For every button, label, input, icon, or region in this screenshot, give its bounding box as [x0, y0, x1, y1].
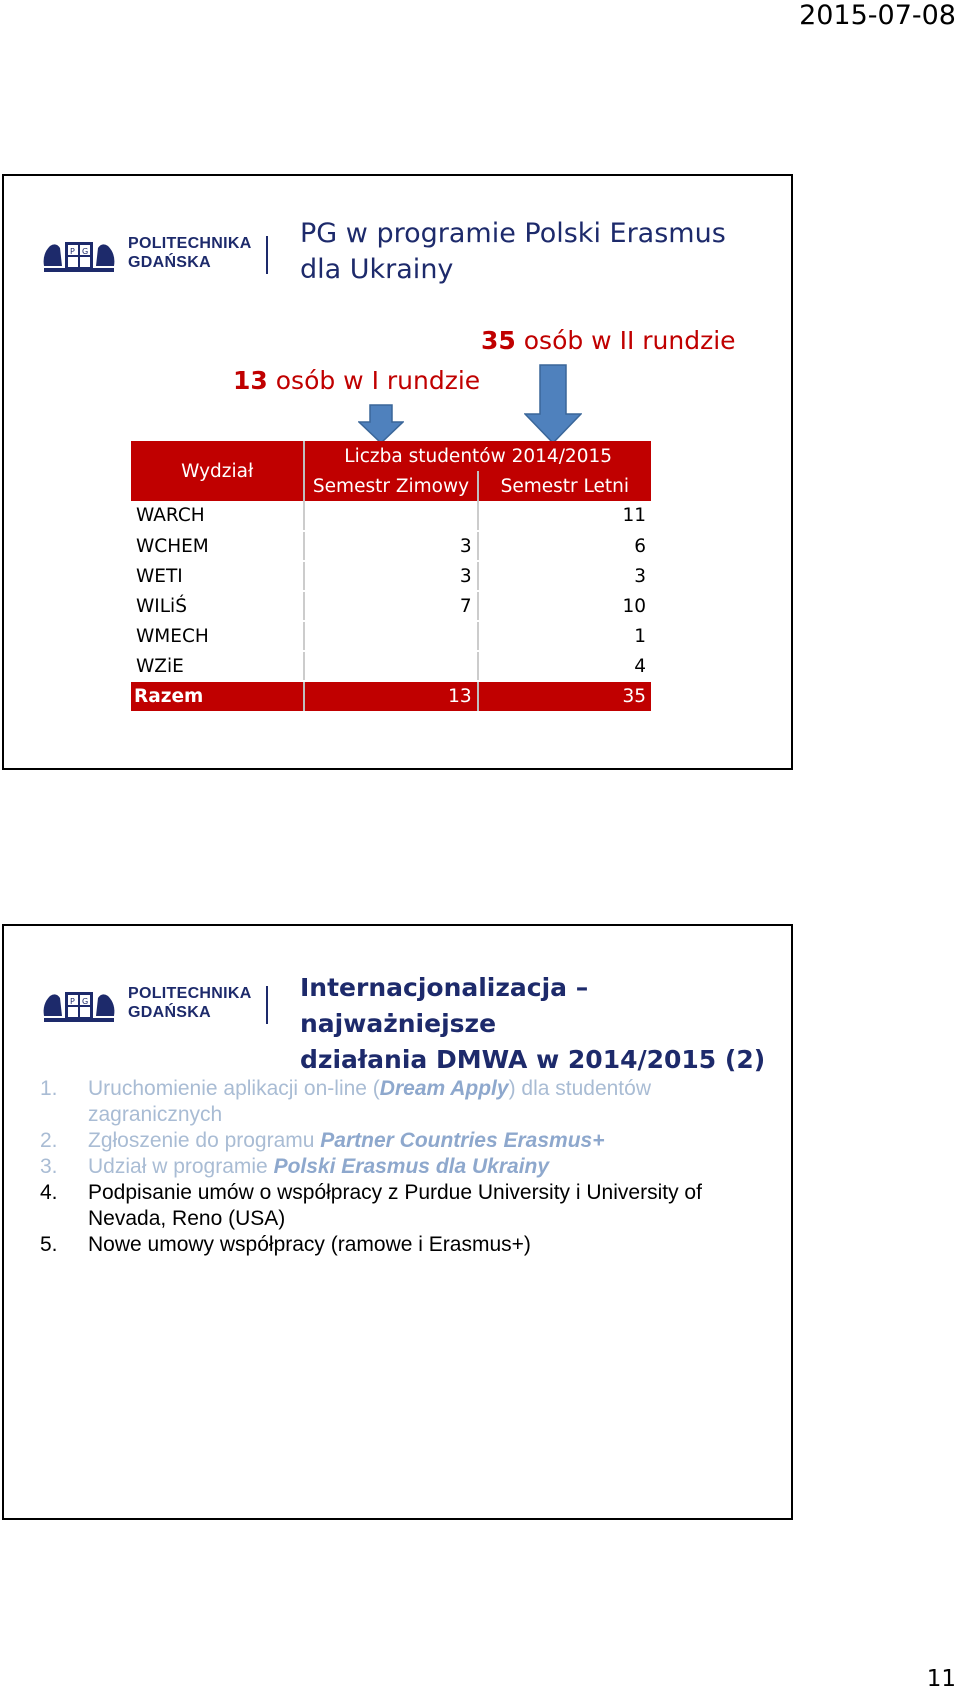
list-item-number: 4.	[40, 1181, 58, 1204]
table-row	[131, 651, 651, 681]
cell-summer: 3	[478, 561, 651, 591]
total-winter: 13	[304, 681, 477, 711]
list-item-text: Uruchomienie aplikacji on-line (	[88, 1077, 380, 1100]
table-total-row	[131, 681, 651, 711]
cell-faculty: WETI	[131, 561, 304, 591]
list-item-emphasis: Dream Apply	[379, 1077, 509, 1100]
cell-faculty: WCHEM	[131, 531, 304, 561]
pg-emblem-icon	[40, 236, 118, 276]
col-header-group: Liczba studentów 2014/2015	[304, 441, 651, 471]
cell-summer: 11	[478, 501, 651, 531]
cell-faculty: WZiE	[131, 651, 304, 681]
round-2-count: 35	[481, 326, 516, 355]
list-item	[40, 1076, 760, 1128]
logo-line-2: GDAŃSKA	[128, 1004, 211, 1021]
cell-faculty: WMECH	[131, 621, 304, 651]
pg-emblem-icon	[40, 986, 118, 1026]
arrow-down-icon	[524, 364, 582, 444]
cell-winter	[304, 651, 477, 681]
list-item-text: ) dla studentów zagranicznych	[88, 1077, 651, 1126]
arrow-down-icon	[358, 404, 404, 444]
cell-faculty: WILiŚ	[131, 591, 304, 621]
list-item-number: 5.	[40, 1233, 58, 1256]
col-header-faculty: Wydział	[131, 441, 304, 501]
cell-summer: 6	[478, 531, 651, 561]
cell-winter: 7	[304, 591, 477, 621]
cell-summer: 10	[478, 591, 651, 621]
total-label: Razem	[131, 681, 304, 711]
table-row	[131, 591, 651, 621]
logo-line-2: GDAŃSKA	[128, 254, 211, 271]
logo-line-1: POLITECHNIKA	[128, 235, 252, 252]
slide-title-line-1: PG w programie Polski Erasmus	[300, 218, 726, 249]
cell-summer: 1	[478, 621, 651, 651]
svg-text:G: G	[82, 247, 89, 256]
list-item-text: Podpisanie umów o współpracy z Purdue University i University of Nevada, Reno (USA)	[88, 1181, 702, 1230]
round-1-text: osób w I rundzie	[267, 366, 481, 395]
table-row	[131, 621, 651, 651]
total-summer: 35	[478, 681, 651, 711]
table-row	[131, 501, 651, 531]
pg-logo	[40, 984, 270, 1030]
document-date: 2015-07-08	[799, 0, 956, 31]
slide-internationalization	[2, 924, 793, 1520]
students-table	[131, 441, 651, 711]
round-2-text: osób w II rundzie	[515, 326, 736, 355]
list-item-text: Nowe umowy współpracy (ramowe i Erasmus+)	[88, 1233, 531, 1256]
table-row	[131, 531, 651, 561]
list-item	[40, 1180, 760, 1232]
slide-title-line-2: dla Ukrainy	[300, 254, 454, 285]
list-item-number: 3.	[40, 1155, 58, 1178]
round-1-count: 13	[233, 366, 268, 395]
cell-summer: 4	[478, 651, 651, 681]
slide-title-line-1: Internacjonalizacja – najważniejsze	[300, 973, 589, 1038]
list-item	[40, 1232, 760, 1258]
slide-title	[300, 970, 791, 1078]
list-item-number: 2.	[40, 1129, 58, 1152]
cell-winter: 3	[304, 561, 477, 591]
svg-text:P: P	[70, 997, 75, 1006]
pg-logo	[40, 234, 270, 280]
col-header-winter: Semestr Zimowy	[304, 471, 477, 501]
cell-winter	[304, 621, 477, 651]
logo-separator	[266, 986, 268, 1024]
list-item-emphasis: Polski Erasmus dla Ukrainy	[273, 1155, 550, 1178]
svg-text:G: G	[82, 997, 89, 1006]
slide-title-line-2: działania DMWA w 2014/2015 (2)	[300, 1045, 766, 1074]
list-item	[40, 1128, 760, 1154]
cell-winter: 3	[304, 531, 477, 561]
cell-winter	[304, 501, 477, 531]
activities-list	[40, 1076, 760, 1258]
svg-text:P: P	[70, 247, 75, 256]
table-row	[131, 561, 651, 591]
cell-faculty: WARCH	[131, 501, 304, 531]
round-2-label	[481, 326, 736, 355]
round-1-label	[233, 366, 480, 395]
logo-line-1: POLITECHNIKA	[128, 985, 252, 1002]
list-item-text: Udział w programie	[88, 1155, 274, 1178]
slide-polski-erasmus	[2, 174, 793, 770]
list-item-emphasis: Partner Countries Erasmus+	[320, 1129, 605, 1152]
list-item-number: 1.	[40, 1077, 58, 1100]
list-item	[40, 1154, 760, 1180]
col-header-summer: Semestr Letni	[478, 471, 651, 501]
list-item-text: Zgłoszenie do programu	[88, 1129, 321, 1152]
page-number: 11	[926, 1666, 956, 1692]
slide-title	[300, 216, 726, 288]
logo-separator	[266, 236, 268, 274]
